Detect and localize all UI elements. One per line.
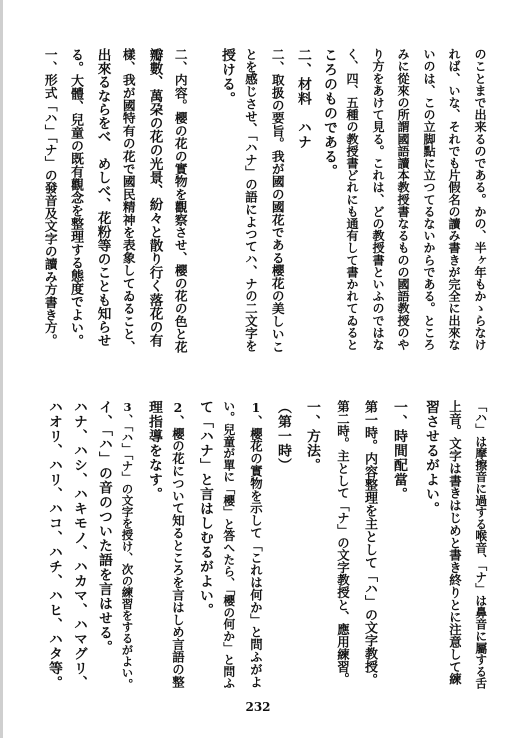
text-column: いのは、この立脚點に立つてるないからである。ところ [422, 48, 437, 351]
text-column: い。兒童が單に「櫻」と答へたら、「櫻の何か」と問ふ [221, 400, 236, 690]
text-column: 1、櫻花の實物を示して「これは何か」と問ふがよ [248, 400, 264, 688]
text-column: く、四、五種の教授書どれにも通有して書かれてゐると [345, 48, 360, 351]
text-column: 樣、我が國特有の花で國民精神を表象してゐること、 [120, 48, 136, 353]
text-column: 「ハ」は摩擦音に過する喉音、「ナ」は鼻音に屬する舌 [473, 400, 488, 690]
page-number: 232 [245, 700, 271, 714]
text-column: れば、いな、それでも片假名の讀み書きが完全に出來な [447, 48, 462, 351]
text-column: ハナ、ハシ、ハキモノ、ハカマ、ハマグリ、 [70, 400, 87, 690]
text-column: 第一時。内容整理を主として「ハ」の文字教授。 [362, 400, 377, 686]
text-column: 3、「ハ」「ナ」の文字を授け、次の練習をするがよい。 [120, 400, 135, 690]
text-column: （第一時） [274, 400, 291, 473]
text-column: イ、「ハ」の音のついた語を言はせる。 [95, 400, 112, 655]
text-column: て「ハナ」と言はしむるがよい。 [196, 400, 213, 618]
text-column: のことまで出来るのである。かの、半ヶ年もかゝらなけ [473, 48, 488, 351]
text-column: 瓣數、萬朶の花の光景、紛々と散り行く落花の有 [146, 48, 163, 348]
text-column: 授ける。 [218, 48, 235, 106]
text-column: 理指導をなす。 [145, 400, 162, 502]
text-column: 第二時。主として「ナ」の文字教授と、應用練習。 [335, 400, 351, 686]
text-column: 二、取扱の要旨。我が國の國花である櫻花の美しいこ [269, 48, 285, 353]
text-column: 2、櫻の花について知るところを言はしめ言語の整 [170, 400, 186, 688]
text-column: ころのものである。 [320, 48, 337, 179]
text-column: みに從來の所謂國語讀本教授書なるものの國語教授のや [396, 48, 411, 351]
text-column: り方をあけて見る。これは、どの教授書といふのではな [371, 48, 386, 351]
text-column: 二、内容。櫻の花の實物を觀察させ、櫻の花の色と花 [172, 48, 188, 353]
text-column: 一、方法。 [303, 400, 320, 473]
text-column: 一、形式「ハ」「ナ」の發音及文字の讀み方書き方。 [42, 48, 58, 347]
text-column: 上音。文字は書きはじめと書き終りとに注意して練 [447, 400, 463, 686]
text-column: 出來るならをべ めしべ、花粉等のことも知らせ [94, 48, 111, 348]
text-column: る。大體、兒童の既有觀念を整理する態度でよい。 [68, 48, 83, 347]
text-column: 二、材料 ハナ [294, 48, 311, 150]
text-column: 習させるがよい。 [422, 400, 439, 516]
text-column: ハオリ、ハリ、ハコ、ハチ、ハヒ、ハタ等。 [45, 400, 62, 690]
text-column: とを感じさせ、「ハナ」の語によつてハ、ナの二文字を [243, 48, 259, 352]
text-column: 一、時間配當。 [390, 400, 407, 502]
